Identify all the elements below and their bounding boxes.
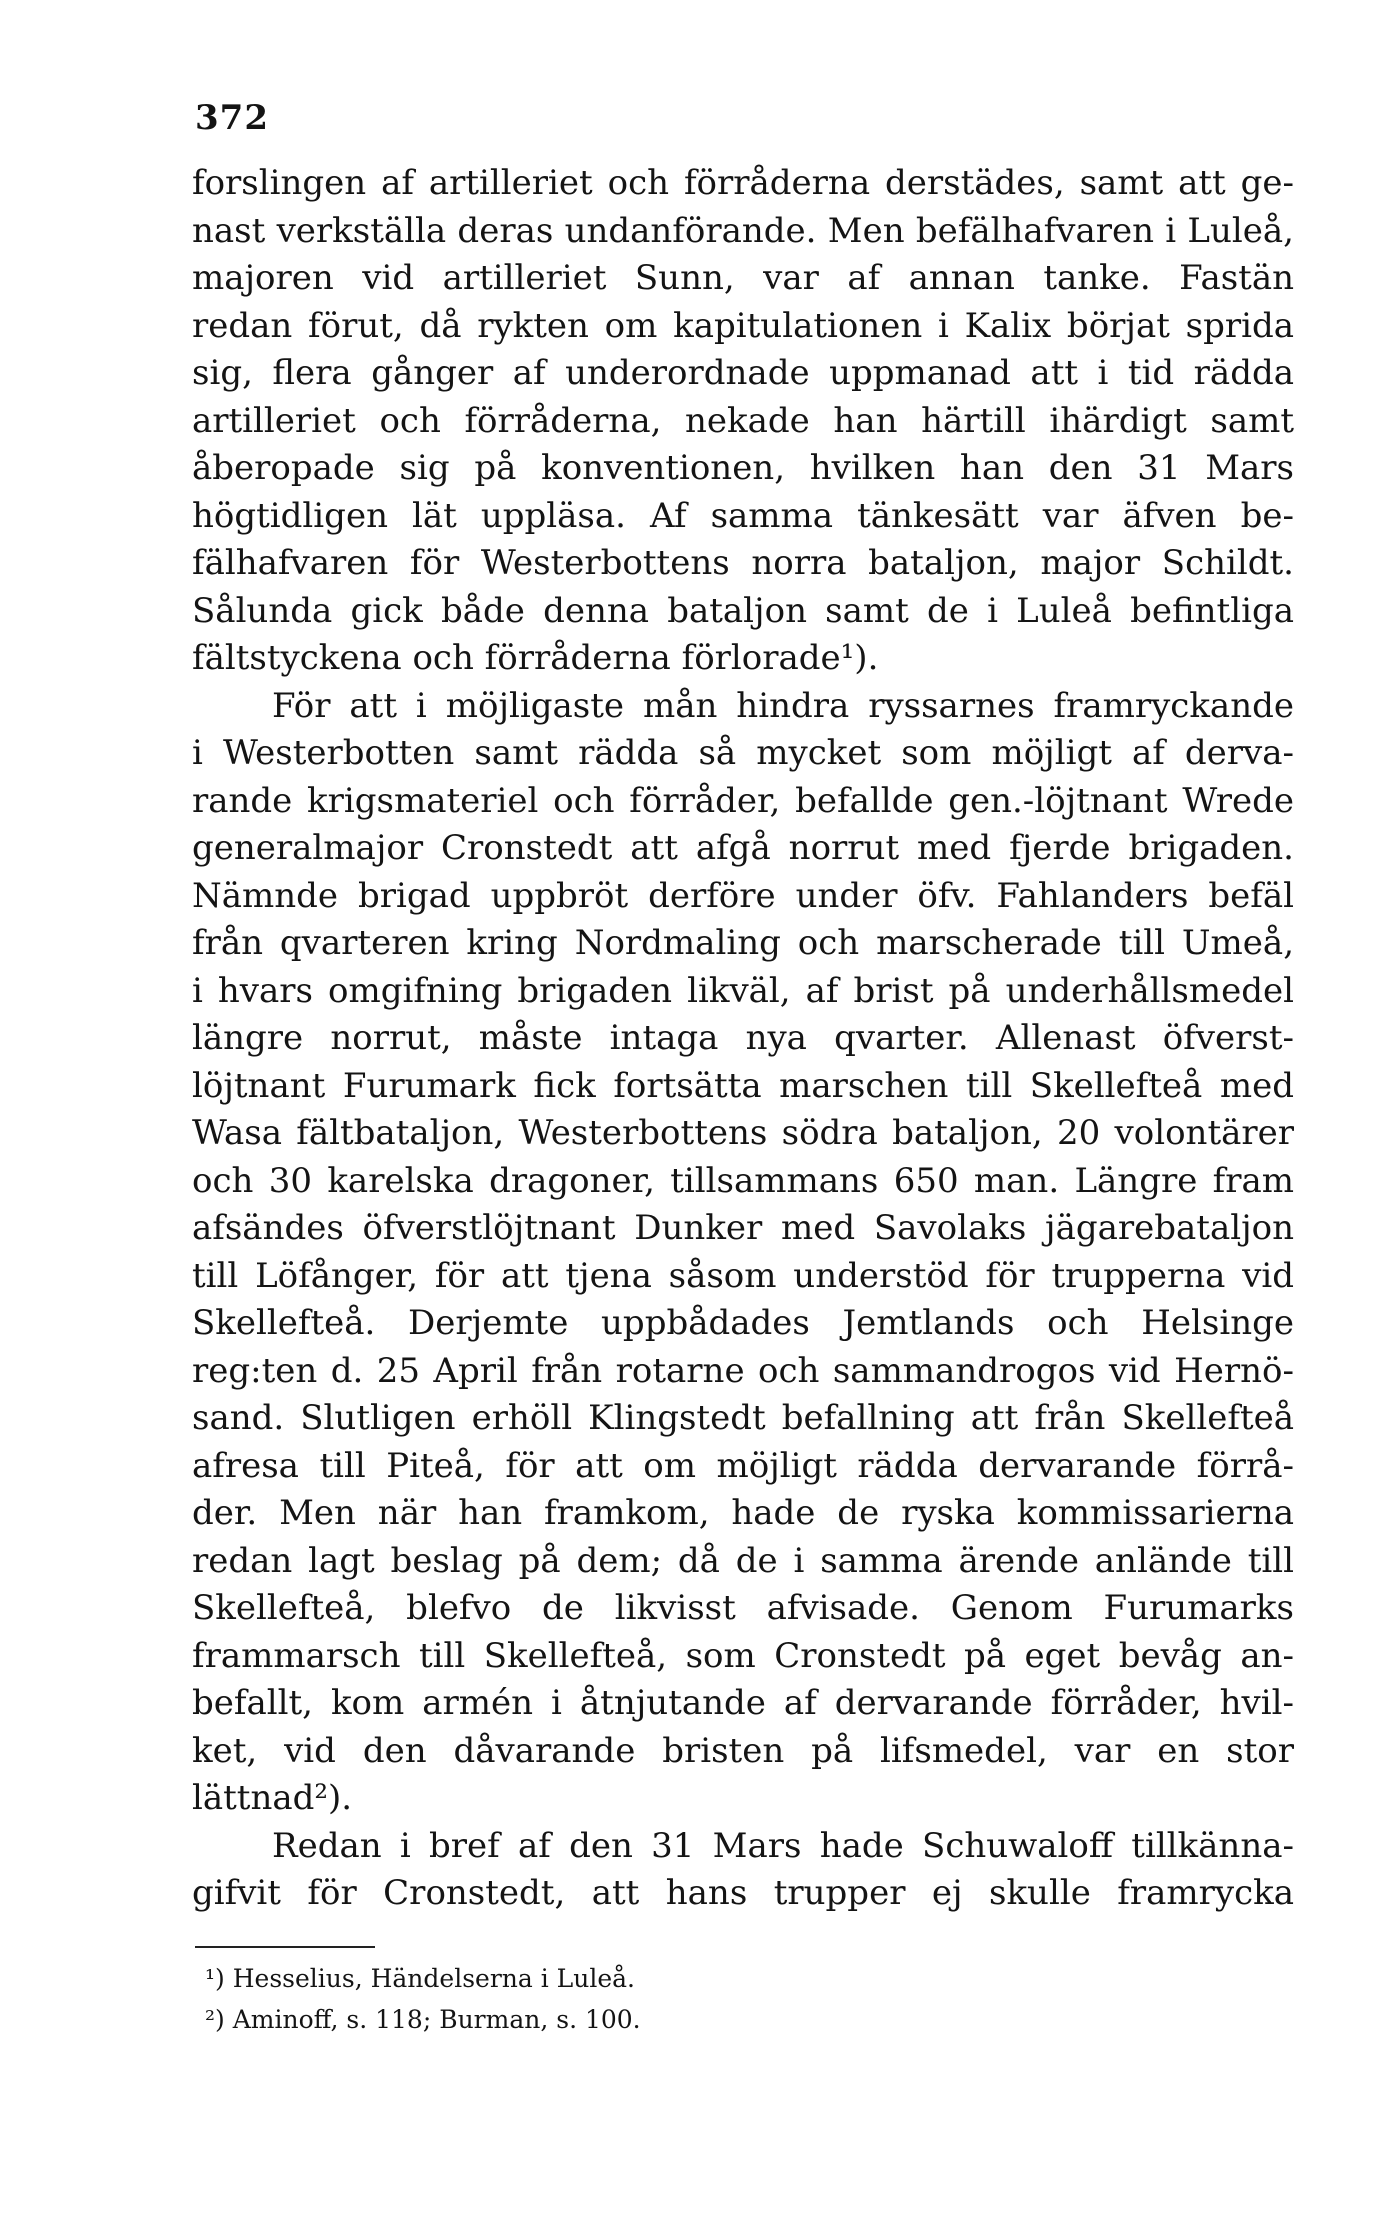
text-line: rande krigsmateriel och förråder, befallde gen.-löjtnant Wrede — [192, 780, 1294, 821]
text-line: frammarsch till Skellefteå, som Cronstedt på eget bevåg an- — [192, 1635, 1294, 1676]
text-line: redan förut, då rykten om kapitulationen i Kalix börjat sprida — [192, 305, 1294, 346]
text-line: sand. Slutligen erhöll Klingstedt befallning att från Skellefteå — [192, 1398, 1294, 1438]
text-line: Sålunda gick både denna bataljon samt de i Luleå befintliga — [192, 590, 1294, 631]
text-line: Redan i bref af den 31 Mars hade Schuwaloff tillkänna- — [272, 1825, 1294, 1866]
text-line: lättnad²). — [192, 1778, 353, 1818]
text-line: Nämnde brigad uppbröt derföre under öfv. Fahlanders befäl — [192, 875, 1294, 916]
text-line: redan lagt beslag på dem; då de i samma ärende anlände till — [192, 1540, 1294, 1581]
page-number: 372 — [195, 98, 269, 138]
text-line: artilleriet och förråderna, nekade han härtill ihärdigt samt — [192, 400, 1294, 441]
footnote: ²) Aminoff, s. 118; Burman, s. 100. — [205, 2005, 641, 2034]
text-line: der. Men när han framkom, hade de ryska kommissarierna — [192, 1493, 1294, 1533]
text-line: löjtnant Furumark fick fortsätta marschen till Skellefteå med — [192, 1065, 1294, 1106]
text-line: Skellefteå, blefvo de likvisst afvisade. Genom Furumarks — [192, 1588, 1294, 1628]
text-line: i hvars omgifning brigaden likväl, af brist på underhållsmedel — [192, 970, 1294, 1011]
text-line: afresa till Piteå, för att om möjligt rädda dervarande förrå- — [192, 1445, 1294, 1486]
text-line: befallt, kom armén i åtnjutande af dervarande förråder, hvil- — [192, 1683, 1294, 1723]
text-line: generalmajor Cronstedt att afgå norrut med fjerde brigaden. — [192, 828, 1294, 868]
text-line: åberopade sig på konventionen, hvilken han den 31 Mars — [192, 448, 1294, 488]
text-line: reg:ten d. 25 April från rotarne och sammandrogos vid Hernö- — [192, 1350, 1294, 1391]
text-line: gifvit för Cronstedt, att hans trupper ej skulle framrycka — [192, 1873, 1294, 1913]
text-line: till Löfånger, för att tjena såsom understöd för trupperna vid — [192, 1255, 1294, 1296]
text-line: och 30 karelska dragoner, tillsammans 650 man. Längre fram — [192, 1160, 1294, 1201]
footnotes — [195, 1958, 1195, 2040]
footnote: ¹) Hesselius, Händelserna i Luleå. — [205, 1964, 636, 1993]
text-line: forslingen af artilleriet och förråderna derstädes, samt att ge- — [192, 163, 1294, 203]
text-line: fältstyckena och förråderna förlorade¹). — [192, 638, 879, 678]
text-line: högtidligen lät uppläsa. Af samma tänkesätt var äfven be- — [192, 495, 1294, 536]
text-line: afsändes öfverstlöjtnant Dunker med Savolaks jägarebataljon — [192, 1208, 1294, 1248]
text-line: sig, flera gånger af underordnade uppmanad att i tid rädda — [192, 353, 1294, 393]
text-line: längre norrut, måste intaga nya qvarter. Allenast öfverst- — [192, 1018, 1294, 1058]
text-line: För att i möjligaste mån hindra ryssarnes framryckande — [272, 685, 1294, 726]
text-line: ket, vid den dåvarande bristen på lifsmedel, var en stor — [192, 1730, 1294, 1771]
text-line: nast verkställa deras undanförande. Men befälhafvaren i Luleå, — [192, 210, 1294, 251]
body-text — [192, 160, 1294, 1918]
text-line: i Westerbotten samt rädda så mycket som möjligt af derva- — [192, 733, 1294, 773]
text-line: fälhafvaren för Westerbottens norra bataljon, major Schildt. — [192, 543, 1294, 583]
text-line: Skellefteå. Derjemte uppbådades Jemtlands och Helsinge — [192, 1303, 1294, 1343]
text-line: Wasa fältbataljon, Westerbottens södra bataljon, 20 volontärer — [192, 1113, 1294, 1153]
footnote-rule — [195, 1946, 375, 1948]
text-line: majoren vid artilleriet Sunn, var af annan tanke. Fastän — [192, 258, 1294, 298]
text-line: från qvarteren kring Nordmaling och marscherade till Umeå, — [192, 923, 1294, 963]
